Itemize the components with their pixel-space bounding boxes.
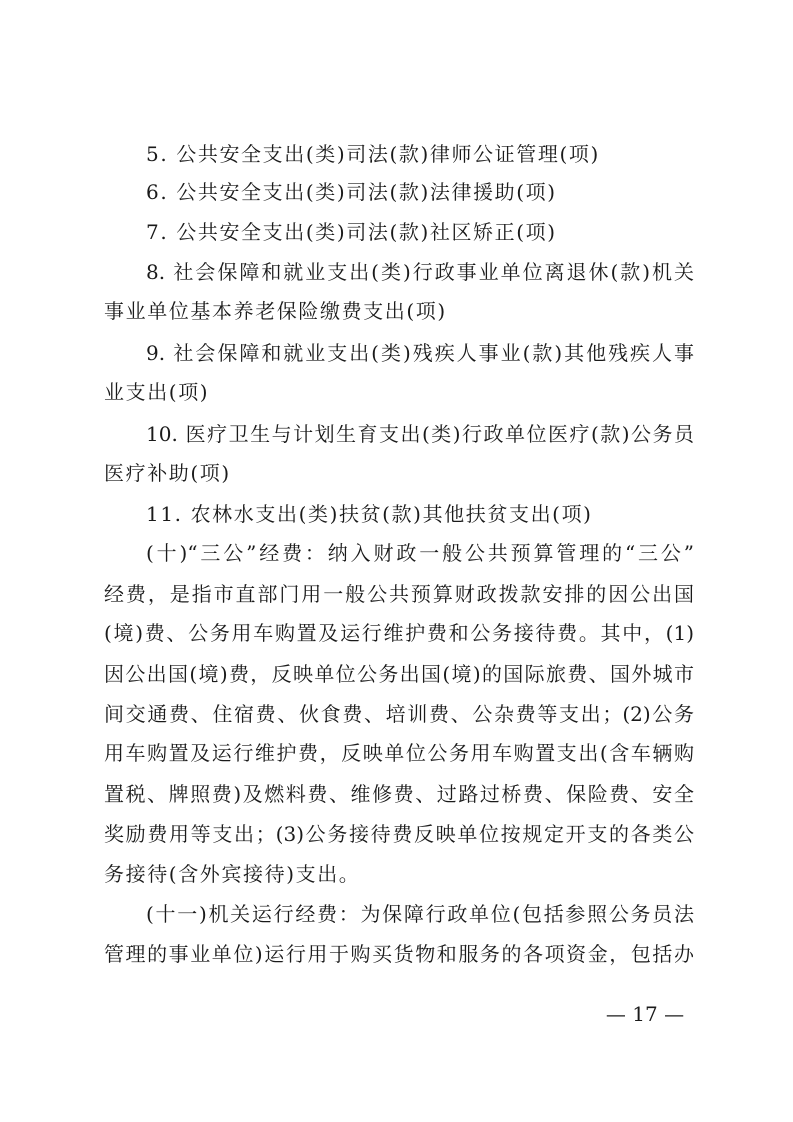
text-line: 7. 公共安全支出(类)司法(款)社区矫正(项)	[146, 220, 557, 244]
text-line: 8. 社会保障和就业支出(类)行政事业单位离退休(款)机关	[146, 260, 694, 284]
text-line: 医疗补助(项)	[104, 461, 231, 485]
text-line: 务接待(含外宾接待)支出。	[104, 862, 361, 886]
text-line: 6. 公共安全支出(类)司法(款)法律援助(项)	[146, 180, 557, 204]
text-line: 奖励费用等支出；(3)公务接待费反映单位按规定开支的各类公	[104, 822, 694, 846]
text-line: (境)费、公务用车购置及运行维护费和公务接待费。其中，(1)	[104, 621, 694, 645]
text-line: 业支出(项)	[104, 380, 210, 404]
text-line: 5. 公共安全支出(类)司法(款)律师公证管理(项)	[146, 142, 600, 166]
text-line: 经费，是指市直部门用一般公共预算财政拨款安排的因公出国	[104, 582, 694, 606]
text-line: 9. 社会保障和就业支出(类)残疾人事业(款)其他残疾人事	[146, 341, 694, 365]
text-line: (十)“三公”经费：纳入财政一般公共预算管理的“三公”	[146, 541, 694, 565]
page-number: — 17 —	[605, 1002, 685, 1026]
text-line: 事业单位基本养老保险缴费支出(项)	[104, 299, 447, 323]
text-line: 11. 农林水支出(类)扶贫(款)其他扶贫支出(项)	[146, 502, 593, 526]
text-line: 置税、牌照费)及燃料费、维修费、过路过桥费、保险费、安全	[104, 782, 694, 806]
text-line: 用车购置及运行维护费，反映单位公务用车购置支出(含车辆购	[104, 741, 694, 765]
text-line: 因公出国(境)费，反映单位公务出国(境)的国际旅费、国外城市	[104, 662, 694, 686]
text-line: (十一)机关运行经费：为保障行政单位(包括参照公务员法	[146, 902, 694, 926]
text-line: 间交通费、住宿费、伙食费、培训费、公杂费等支出；(2)公务	[104, 702, 694, 726]
text-line: 10. 医疗卫生与计划生育支出(类)行政单位医疗(款)公务员	[146, 422, 694, 446]
text-line: 管理的事业单位)运行用于购买货物和服务的各项资金，包括办	[104, 942, 694, 966]
